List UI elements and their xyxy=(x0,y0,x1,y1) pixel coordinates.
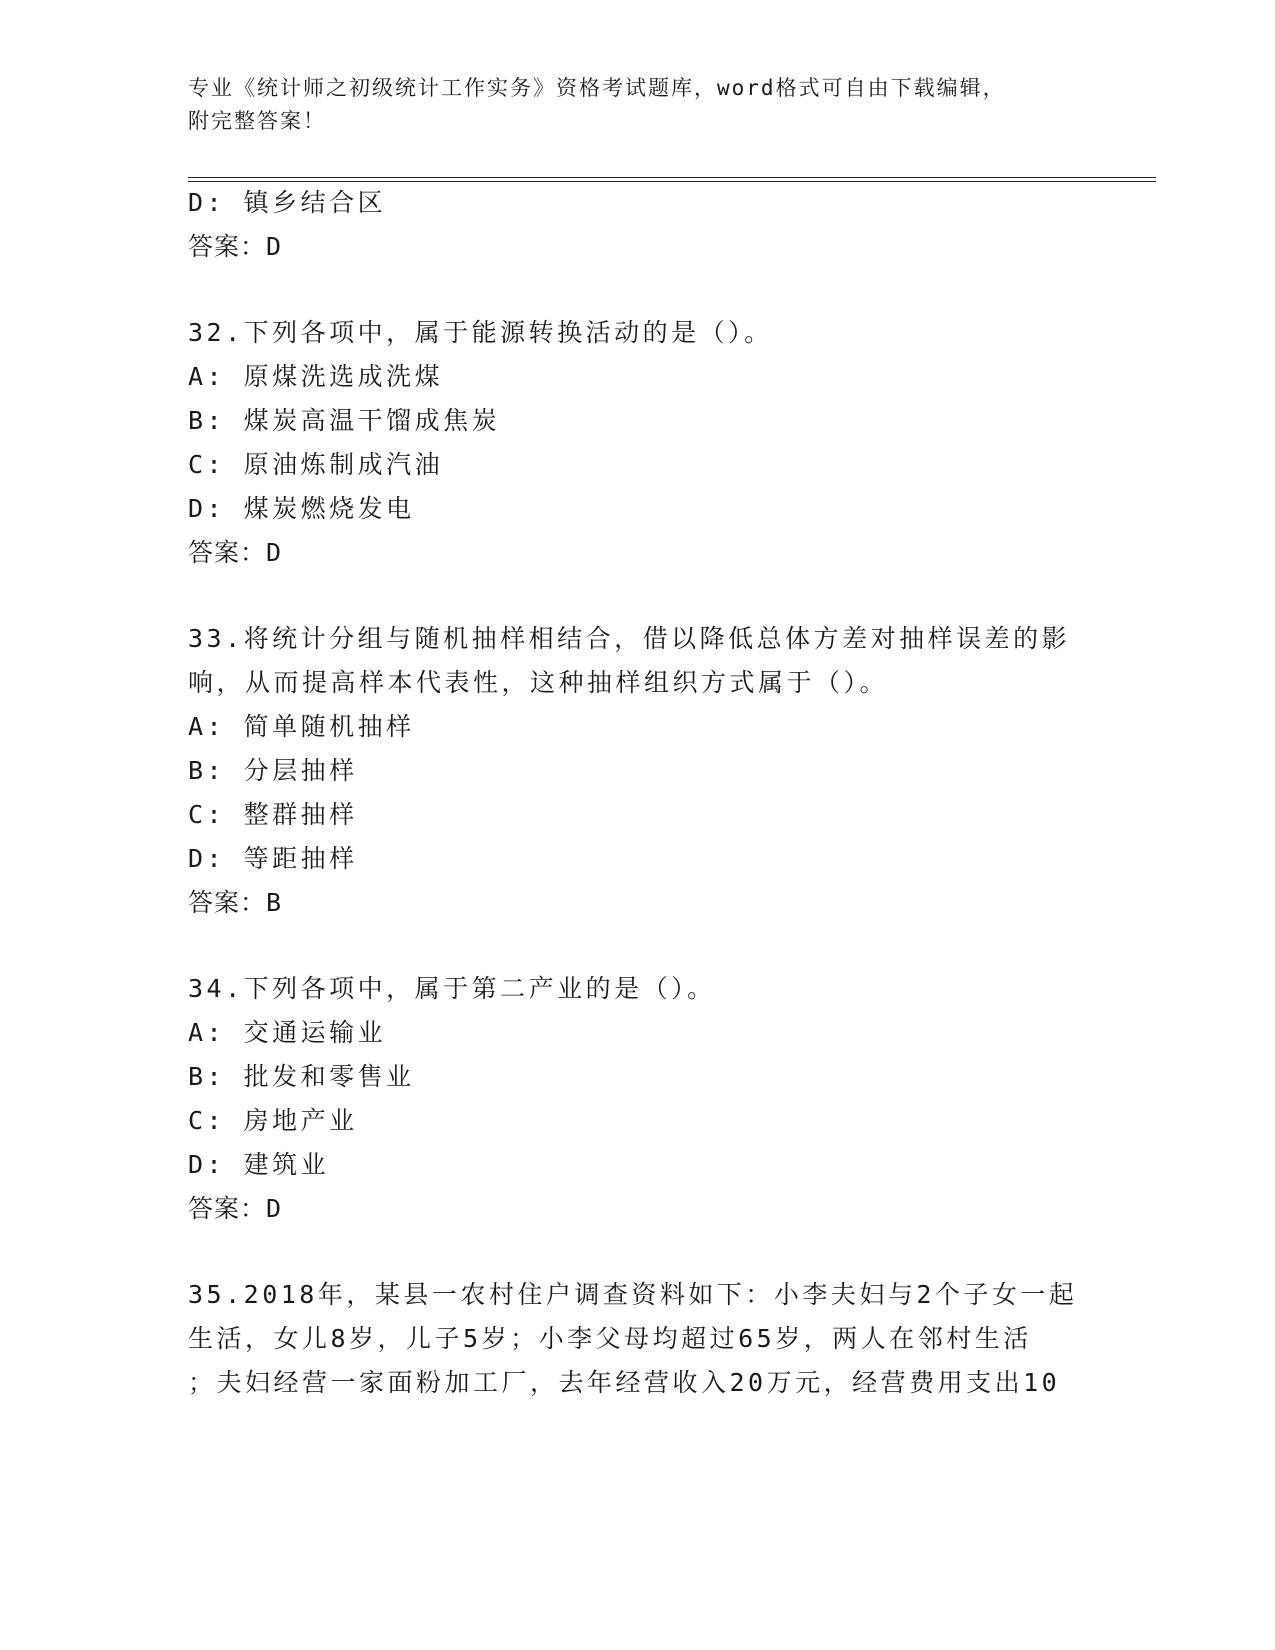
q34-option-b: B: 批发和零售业 xyxy=(188,1062,415,1091)
q32-option-c: C: 原油炼制成汽油 xyxy=(188,450,444,479)
q33-option-a: A: 简单随机抽样 xyxy=(188,712,415,741)
q34-option-a: A: 交通运输业 xyxy=(188,1018,387,1047)
q35-stem-line-3: ；夫妇经营一家面粉加工厂，去年经营收入20万元，经营费用支出10 xyxy=(188,1368,1061,1397)
document-header xyxy=(188,72,1088,138)
q34-stem: 34.下列各项中，属于第二产业的是（）。 xyxy=(188,974,716,1003)
prev-question-answer: 答案：D xyxy=(188,232,283,261)
q33-answer: 答案：B xyxy=(188,888,283,917)
q34-answer: 答案：D xyxy=(188,1194,283,1223)
q33-option-b: B: 分层抽样 xyxy=(188,756,358,785)
header-line-2: 附完整答案！ xyxy=(188,109,326,133)
q32-option-d: D: 煤炭燃烧发电 xyxy=(188,494,415,523)
q32-stem: 32.下列各项中，属于能源转换活动的是（）。 xyxy=(188,318,773,347)
q32-option-a: A: 原煤洗选成洗煤 xyxy=(188,362,444,391)
q32-answer: 答案：D xyxy=(188,538,283,567)
header-divider-bottom xyxy=(188,181,1156,182)
q33-option-c: C: 整群抽样 xyxy=(188,800,358,829)
prev-question-option-d: D: 镇乡结合区 xyxy=(188,188,387,217)
q35-stem-line-1: 35.2018年，某县一农村住户调查资料如下：小李夫妇与2个子女一起 xyxy=(188,1280,1078,1309)
header-line-1: 专业《统计师之初级统计工作实务》资格考试题库，word格式可自由下载编辑， xyxy=(188,76,1006,100)
q33-option-d: D: 等距抽样 xyxy=(188,844,358,873)
q34-option-c: C: 房地产业 xyxy=(188,1106,358,1135)
q33-stem-line-1: 33.将统计分组与随机抽样相结合，借以降低总体方差对抽样误差的影 xyxy=(188,624,1071,653)
q35-stem-line-2: 生活，女儿8岁，儿子5岁；小李父母均超过65岁，两人在邻村生活 xyxy=(188,1324,1032,1353)
q32-option-b: B: 煤炭高温干馏成焦炭 xyxy=(188,406,501,435)
header-divider-top xyxy=(188,177,1156,178)
q34-option-d: D: 建筑业 xyxy=(188,1150,330,1179)
q33-stem-line-2: 响，从而提高样本代表性，这种抽样组织方式属于（）。 xyxy=(188,668,889,697)
